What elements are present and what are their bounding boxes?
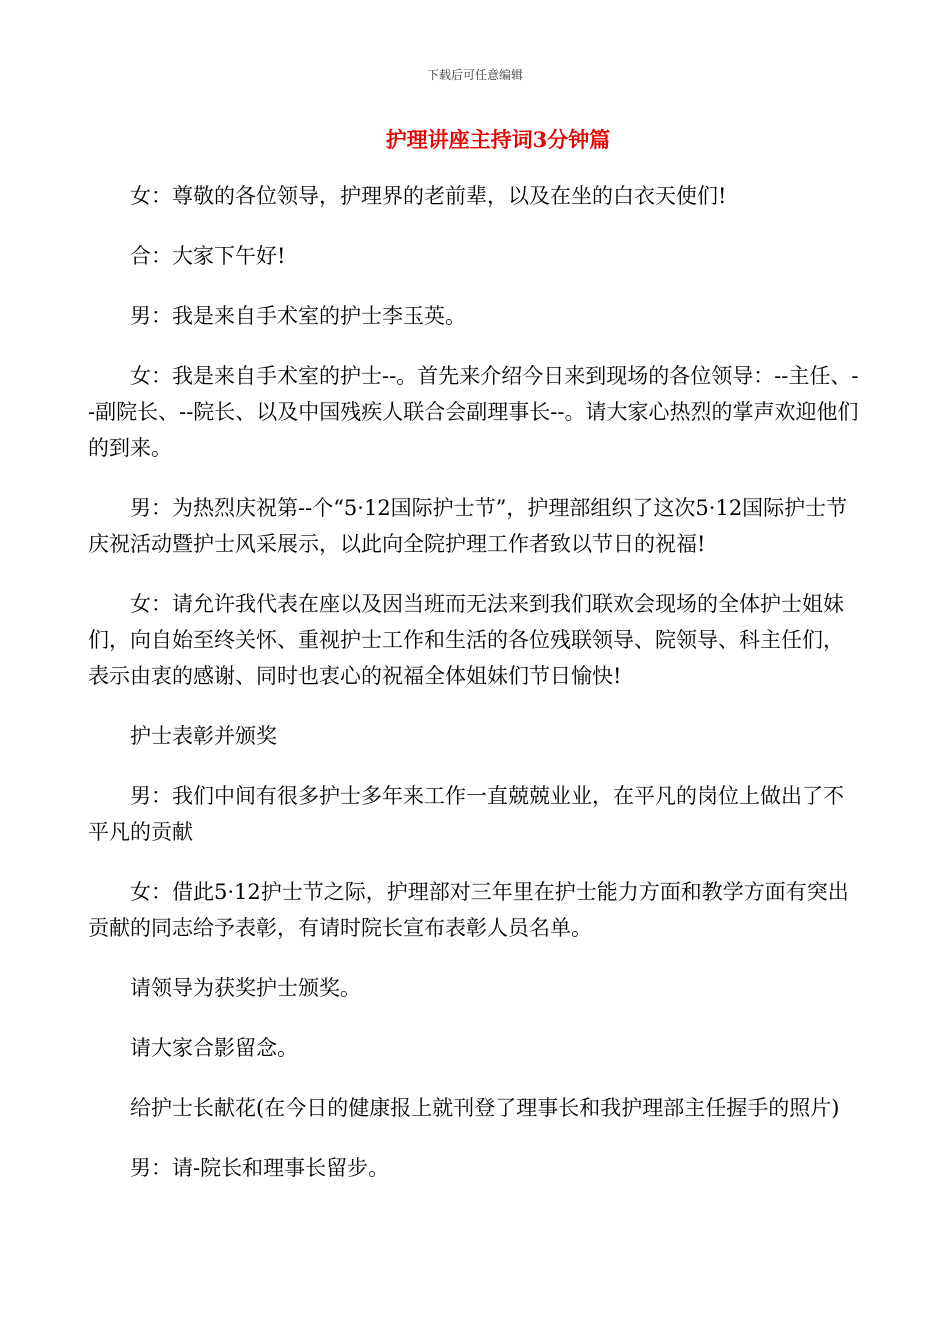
paragraph: 男：我们中间有很多护士多年来工作一直兢兢业业，在平凡的岗位上做出了不平凡的贡献: [88, 784, 844, 844]
document-body: [88, 178, 862, 1210]
paragraph: 男：为热烈庆祝第--个“5·12国际护士节”，护理部组织了这次5·12国际护士节庆祝活动暨护士风采展示，以此向全院护理工作者致以节日的祝福!: [88, 496, 848, 556]
paragraph: 请大家合影留念。: [130, 1036, 298, 1060]
paragraph: 男：请-院长和理事长留步。: [130, 1156, 390, 1180]
paragraph: 女：借此5·12护士节之际，护理部对三年里在护士能力方面和教学方面有突出贡献的同志给予表彰，有请时院长宣布表彰人员名单。: [88, 880, 849, 940]
paragraph: 女：尊敬的各位领导，护理界的老前辈，以及在坐的白衣天使们!: [130, 184, 727, 208]
paragraph: 女：请允许我代表在座以及因当班而无法来到我们联欢会现场的全体护士姐妹们，向自始至终关怀、重视护士工作和生活的各位残联领导、院领导、科主任们，表示由衷的感谢、同时也衷心的祝福全体姐妹们节日愉快!: [88, 592, 844, 688]
paragraph: 合：大家下午好!: [130, 244, 286, 268]
paragraph: 给护士长献花(在今日的健康报上就刊登了理事长和我护理部主任握手的照片): [130, 1096, 840, 1120]
document-title: 护理讲座主持词3分钟篇: [385, 127, 611, 152]
section-heading: 护士表彰并颁奖: [130, 724, 277, 748]
header-note: 下载后可任意编辑: [426, 68, 523, 82]
paragraph: 女：我是来自手术室的护士--。首先来介绍今日来到现场的各位领导：--主任、--副院长、--院长、以及中国残疾人联合会副理事长--。请大家心热烈的掌声欢迎他们的到来。: [88, 364, 859, 460]
paragraph: 请领导为获奖护士颁奖。: [130, 976, 361, 1000]
paragraph: 男：我是来自手术室的护士李玉英。: [130, 304, 466, 328]
